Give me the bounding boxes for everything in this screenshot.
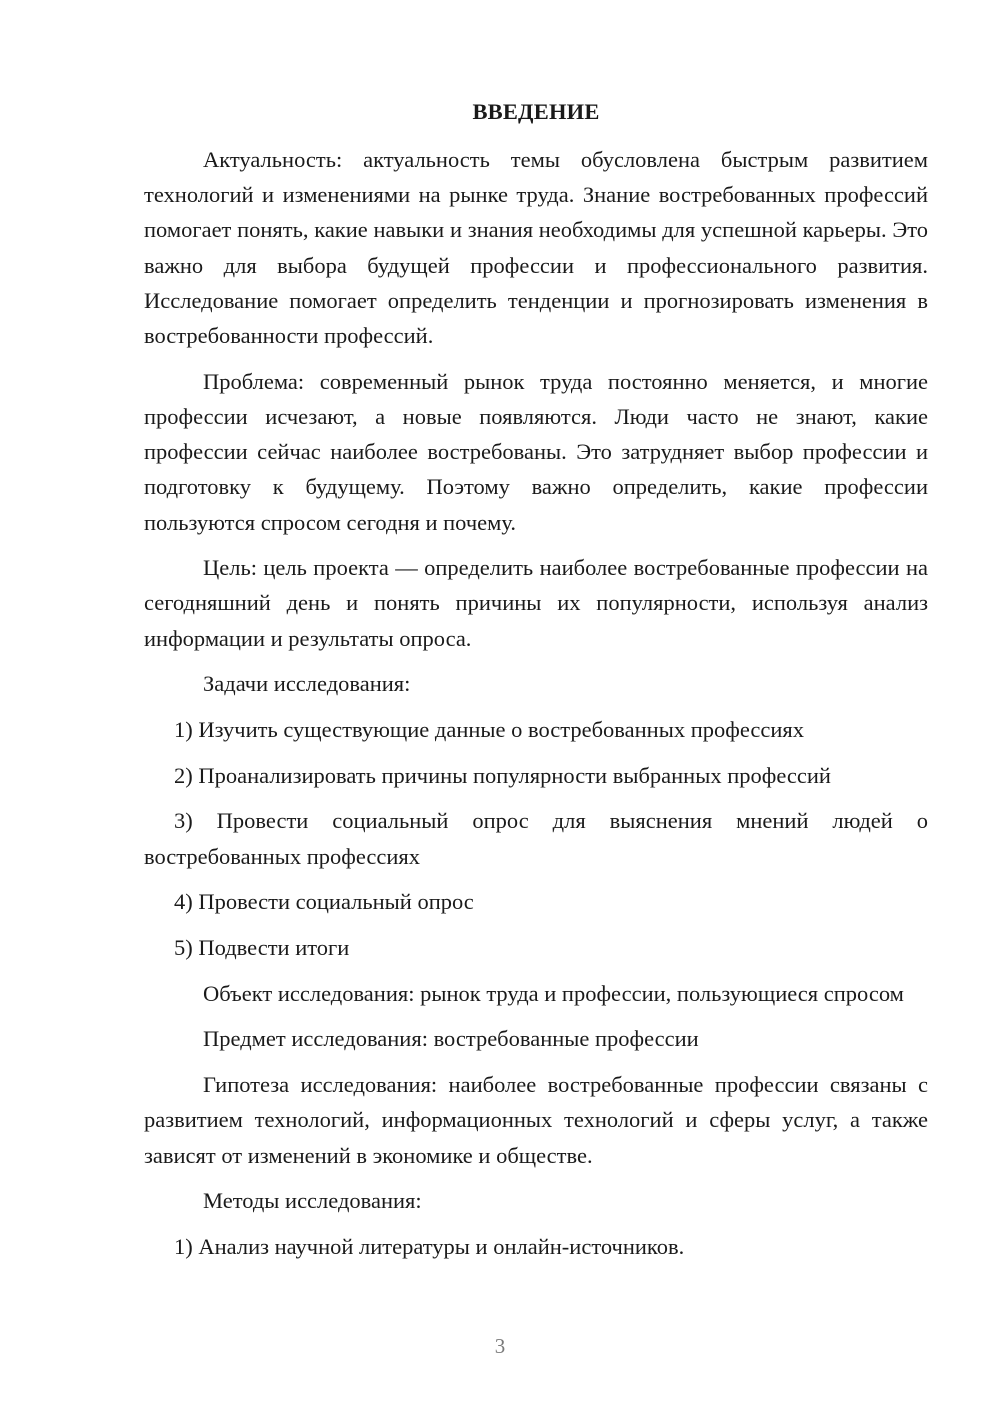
page-title: ВВЕДЕНИЕ: [472, 99, 600, 124]
task-item: 4) Провести социальный опрос: [174, 889, 474, 915]
task-item: 2) Проанализировать причины популярности выбранных профессий: [174, 762, 831, 788]
document-page: [144, 96, 928, 1275]
task-item: 1) Изучить существующие данные о востребованных профессиях: [174, 717, 804, 743]
paragraph-relevance: Актуальность: актуальность темы обусловлена быстрым развитием технологий и изменениями на рынке труда. Знание востребованных профессий помогает понять, какие навыки и знания необходимы для успешной карьеры. Это важно для выбора будущей профессии и профессионального развития. Исследование помогает определить тенденции и прогнозировать изменения в востребованности профессий.: [144, 147, 928, 349]
paragraph-problem: Проблема: современный рынок труда постоянно меняется, и многие профессии исчезают, а новые появляются. Люди часто не знают, какие профессии сейчас наиболее востребованы. Это затрудняет выбор профессии и подготовку к будущему. Поэтому важно определить, какие профессии пользуются спросом сегодня и почему.: [144, 368, 928, 535]
paragraph-goal: Цель: цель проекта — определить наиболее востребованные профессии на сегодняшний день и понять причины их популярности, используя анализ информации и результаты опроса.: [144, 555, 928, 651]
paragraph-subject: Предмет исследования: востребованные профессии: [203, 1026, 699, 1052]
paragraph-object: Объект исследования: рынок труда и профессии, пользующиеся спросом: [203, 980, 904, 1006]
tasks-heading: Задачи исследования:: [203, 671, 411, 697]
method-item: 1) Анализ научной литературы и онлайн-источников.: [174, 1233, 685, 1259]
page-number: 3: [494, 1334, 506, 1358]
task-item: 3) Провести социальный опрос для выяснения мнений людей о востребованных профессиях: [144, 808, 928, 869]
methods-heading: Методы исследования:: [203, 1188, 422, 1214]
task-item: 5) Подвести итоги: [174, 935, 350, 961]
paragraph-hypothesis: Гипотеза исследования: наиболее востребованные профессии связаны с развитием технологий, информационных технологий и сферы услуг, а также зависят от изменений в экономике и обществе.: [144, 1072, 928, 1168]
